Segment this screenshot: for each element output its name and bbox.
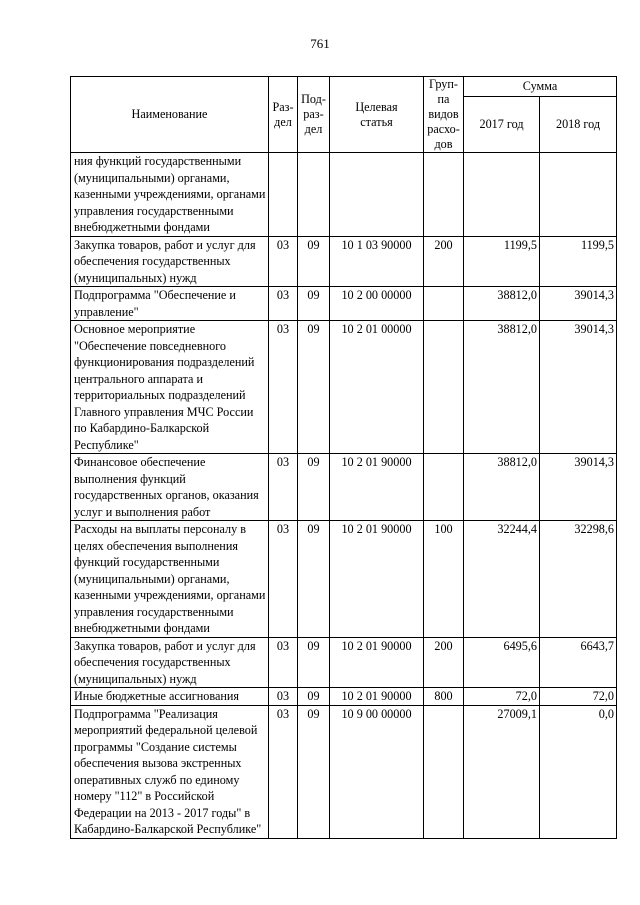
row-group: 200 — [424, 637, 464, 688]
row-target: 10 2 01 90000 — [330, 637, 424, 688]
row-podrazdel — [298, 153, 330, 237]
row-2018 — [540, 153, 617, 237]
page-number: 761 — [310, 36, 330, 51]
row-name: ния функций государственными (муниципальными) органами, казенными учреждениями, органами управления государственными внебюджетными фондами — [71, 153, 269, 237]
row-2018: 32298,6 — [540, 521, 617, 638]
row-2018: 6643,7 — [540, 637, 617, 688]
row-target: 10 2 01 90000 — [330, 688, 424, 706]
row-razdel: 03 — [269, 236, 298, 287]
row-name: Расходы на выплаты персоналу в целях обеспечения выполнения функций государственными (муниципальными) органами, казенными учреждениями, органами управления государственными внебюджетными фондами — [71, 521, 269, 638]
row-group: 800 — [424, 688, 464, 706]
header-razdel: Раз- дел — [269, 77, 298, 153]
row-podrazdel: 09 — [298, 521, 330, 638]
row-name: Подпрограмма "Обеспечение и управление" — [71, 287, 269, 321]
row-podrazdel: 09 — [298, 637, 330, 688]
row-razdel: 03 — [269, 454, 298, 521]
row-podrazdel: 09 — [298, 321, 330, 454]
row-2017: 1199,5 — [464, 236, 540, 287]
row-2018: 0,0 — [540, 705, 617, 838]
budget-table — [70, 76, 617, 839]
row-group — [424, 287, 464, 321]
row-target: 10 2 01 90000 — [330, 454, 424, 521]
table-row — [71, 153, 617, 237]
row-name: Иные бюджетные ассигнования — [71, 688, 269, 706]
row-podrazdel: 09 — [298, 705, 330, 838]
row-2018: 72,0 — [540, 688, 617, 706]
row-target: 10 1 03 90000 — [330, 236, 424, 287]
row-group — [424, 153, 464, 237]
table-row — [71, 705, 617, 838]
row-razdel — [269, 153, 298, 237]
header-name: Наименование — [71, 77, 269, 153]
row-podrazdel: 09 — [298, 454, 330, 521]
row-2017: 27009,1 — [464, 705, 540, 838]
row-razdel: 03 — [269, 688, 298, 706]
row-podrazdel: 09 — [298, 236, 330, 287]
row-razdel: 03 — [269, 521, 298, 638]
row-name: Подпрограмма "Реализация мероприятий федеральной целевой программы "Создание системы обеспечения вызова экстренных оперативных служб по единому номеру "112" в Российской Федерации на 2013 - 2017 годы" в Кабардино-Балкарской Республике" — [71, 705, 269, 838]
row-2017: 38812,0 — [464, 287, 540, 321]
row-podrazdel: 09 — [298, 688, 330, 706]
table-row — [71, 637, 617, 688]
header-group: Груп- па видов расхо- дов — [424, 77, 464, 153]
table-row — [71, 521, 617, 638]
row-target — [330, 153, 424, 237]
table-row — [71, 321, 617, 454]
header-target: Целевая статья — [330, 77, 424, 153]
row-name: Основное мероприятие "Обеспечение повседневного функционирования подразделений центрального аппарата и территориальных подразделений Главного управления МЧС России по Кабардино-Балкарской Республике" — [71, 321, 269, 454]
row-name: Закупка товаров, работ и услуг для обеспечения государственных (муниципальных) нужд — [71, 637, 269, 688]
header-sum: Сумма — [464, 77, 617, 97]
row-2017 — [464, 153, 540, 237]
row-target: 10 9 00 00000 — [330, 705, 424, 838]
row-target: 10 2 00 00000 — [330, 287, 424, 321]
row-name: Финансовое обеспечение выполнения функций государственных органов, оказания услуг и выполнения работ — [71, 454, 269, 521]
row-podrazdel: 09 — [298, 287, 330, 321]
row-2018: 39014,3 — [540, 287, 617, 321]
row-group: 200 — [424, 236, 464, 287]
header-2017: 2017 год — [464, 97, 540, 153]
row-razdel: 03 — [269, 637, 298, 688]
table-row — [71, 236, 617, 287]
row-2018: 39014,3 — [540, 321, 617, 454]
row-razdel: 03 — [269, 321, 298, 454]
row-group: 100 — [424, 521, 464, 638]
row-group — [424, 321, 464, 454]
table-row — [71, 688, 617, 706]
row-target: 10 2 01 00000 — [330, 321, 424, 454]
row-2017: 6495,6 — [464, 637, 540, 688]
row-2018: 1199,5 — [540, 236, 617, 287]
row-razdel: 03 — [269, 705, 298, 838]
row-2017: 38812,0 — [464, 321, 540, 454]
table-row — [71, 287, 617, 321]
row-name: Закупка товаров, работ и услуг для обеспечения государственных (муниципальных) нужд — [71, 236, 269, 287]
row-2017: 72,0 — [464, 688, 540, 706]
header-2018: 2018 год — [540, 97, 617, 153]
table-row — [71, 454, 617, 521]
row-2018: 39014,3 — [540, 454, 617, 521]
row-group — [424, 454, 464, 521]
row-group — [424, 705, 464, 838]
row-2017: 38812,0 — [464, 454, 540, 521]
table-body — [71, 153, 617, 839]
row-target: 10 2 01 90000 — [330, 521, 424, 638]
row-razdel: 03 — [269, 287, 298, 321]
header-podrazdel: Под- раз- дел — [298, 77, 330, 153]
row-2017: 32244,4 — [464, 521, 540, 638]
